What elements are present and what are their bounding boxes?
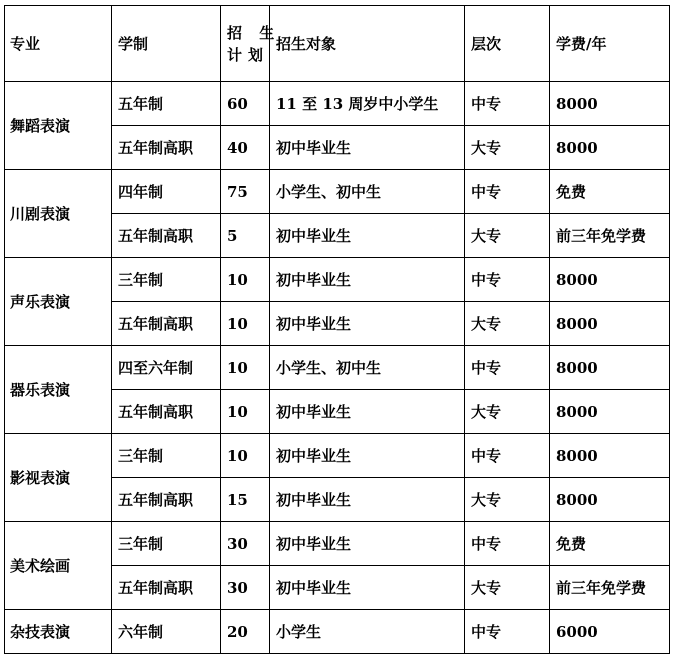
enrollment-table-body bbox=[5, 6, 670, 654]
level-cell: 中专 bbox=[465, 170, 550, 214]
table-row bbox=[5, 258, 670, 302]
fee-cell: 前三年免学费 bbox=[550, 566, 670, 610]
system-cell: 五年制高职 bbox=[112, 566, 221, 610]
system-cell: 五年制高职 bbox=[112, 214, 221, 258]
plan-cell: 10 bbox=[221, 390, 270, 434]
header-plan-line2: 计划 bbox=[227, 45, 270, 64]
header-level: 层次 bbox=[465, 6, 550, 82]
plan-cell: 20 bbox=[221, 610, 270, 654]
system-cell: 五年制高职 bbox=[112, 126, 221, 170]
plan-cell: 40 bbox=[221, 126, 270, 170]
plan-cell: 10 bbox=[221, 346, 270, 390]
system-cell: 四至六年制 bbox=[112, 346, 221, 390]
target-cell: 小学生 bbox=[270, 610, 465, 654]
target-cell: 初中毕业生 bbox=[270, 478, 465, 522]
major-cell: 影视表演 bbox=[5, 434, 112, 522]
target-cell: 小学生、初中生 bbox=[270, 346, 465, 390]
level-cell: 中专 bbox=[465, 346, 550, 390]
major-cell: 美术绘画 bbox=[5, 522, 112, 610]
table-row bbox=[5, 82, 670, 126]
header-plan-line1: 招 生 bbox=[227, 23, 281, 42]
fee-cell: 8000 bbox=[550, 82, 670, 126]
plan-cell: 30 bbox=[221, 566, 270, 610]
table-row bbox=[5, 610, 670, 654]
system-cell: 四年制 bbox=[112, 170, 221, 214]
major-cell: 川剧表演 bbox=[5, 170, 112, 258]
fee-cell: 8000 bbox=[550, 258, 670, 302]
level-cell: 大专 bbox=[465, 214, 550, 258]
fee-cell: 8000 bbox=[550, 478, 670, 522]
level-cell: 大专 bbox=[465, 478, 550, 522]
target-cell: 初中毕业生 bbox=[270, 522, 465, 566]
level-cell: 大专 bbox=[465, 302, 550, 346]
fee-cell: 8000 bbox=[550, 346, 670, 390]
fee-cell: 6000 bbox=[550, 610, 670, 654]
system-cell: 三年制 bbox=[112, 258, 221, 302]
target-cell: 初中毕业生 bbox=[270, 302, 465, 346]
target-cell: 初中毕业生 bbox=[270, 566, 465, 610]
enrollment-table bbox=[4, 5, 670, 654]
level-cell: 中专 bbox=[465, 434, 550, 478]
plan-cell: 10 bbox=[221, 434, 270, 478]
level-cell: 大专 bbox=[465, 126, 550, 170]
system-cell: 六年制 bbox=[112, 610, 221, 654]
system-cell: 三年制 bbox=[112, 434, 221, 478]
fee-cell: 8000 bbox=[550, 126, 670, 170]
system-cell: 五年制 bbox=[112, 82, 221, 126]
table-row bbox=[5, 522, 670, 566]
header-row bbox=[5, 6, 670, 82]
target-cell: 初中毕业生 bbox=[270, 126, 465, 170]
target-cell: 初中毕业生 bbox=[270, 258, 465, 302]
fee-cell: 8000 bbox=[550, 434, 670, 478]
level-cell: 中专 bbox=[465, 258, 550, 302]
major-cell: 杂技表演 bbox=[5, 610, 112, 654]
system-cell: 三年制 bbox=[112, 522, 221, 566]
system-cell: 五年制高职 bbox=[112, 302, 221, 346]
header-fee: 学费/年 bbox=[550, 6, 670, 82]
fee-cell: 前三年免学费 bbox=[550, 214, 670, 258]
level-cell: 中专 bbox=[465, 522, 550, 566]
level-cell: 中专 bbox=[465, 82, 550, 126]
header-system: 学制 bbox=[112, 6, 221, 82]
system-cell: 五年制高职 bbox=[112, 478, 221, 522]
plan-cell: 60 bbox=[221, 82, 270, 126]
header-target: 招生对象 bbox=[270, 6, 465, 82]
header-plan bbox=[221, 6, 281, 82]
table-row bbox=[5, 170, 670, 214]
plan-cell: 30 bbox=[221, 522, 270, 566]
target-cell: 11 至 13 周岁中小学生 bbox=[270, 82, 465, 126]
fee-cell: 8000 bbox=[550, 302, 670, 346]
fee-cell: 免费 bbox=[550, 522, 670, 566]
major-cell: 器乐表演 bbox=[5, 346, 112, 434]
level-cell: 大专 bbox=[465, 390, 550, 434]
target-cell: 初中毕业生 bbox=[270, 214, 465, 258]
major-cell: 舞蹈表演 bbox=[5, 82, 112, 170]
target-cell: 小学生、初中生 bbox=[270, 170, 465, 214]
plan-cell: 10 bbox=[221, 302, 270, 346]
plan-cell: 75 bbox=[221, 170, 270, 214]
system-cell: 五年制高职 bbox=[112, 390, 221, 434]
table-row bbox=[5, 434, 670, 478]
target-cell: 初中毕业生 bbox=[270, 390, 465, 434]
major-cell: 声乐表演 bbox=[5, 258, 112, 346]
fee-cell: 免费 bbox=[550, 170, 670, 214]
fee-cell: 8000 bbox=[550, 390, 670, 434]
plan-cell: 5 bbox=[221, 214, 270, 258]
level-cell: 大专 bbox=[465, 566, 550, 610]
plan-cell: 10 bbox=[221, 258, 270, 302]
header-major: 专业 bbox=[5, 6, 112, 82]
table-row bbox=[5, 346, 670, 390]
plan-cell: 15 bbox=[221, 478, 270, 522]
level-cell: 中专 bbox=[465, 610, 550, 654]
target-cell: 初中毕业生 bbox=[270, 434, 465, 478]
